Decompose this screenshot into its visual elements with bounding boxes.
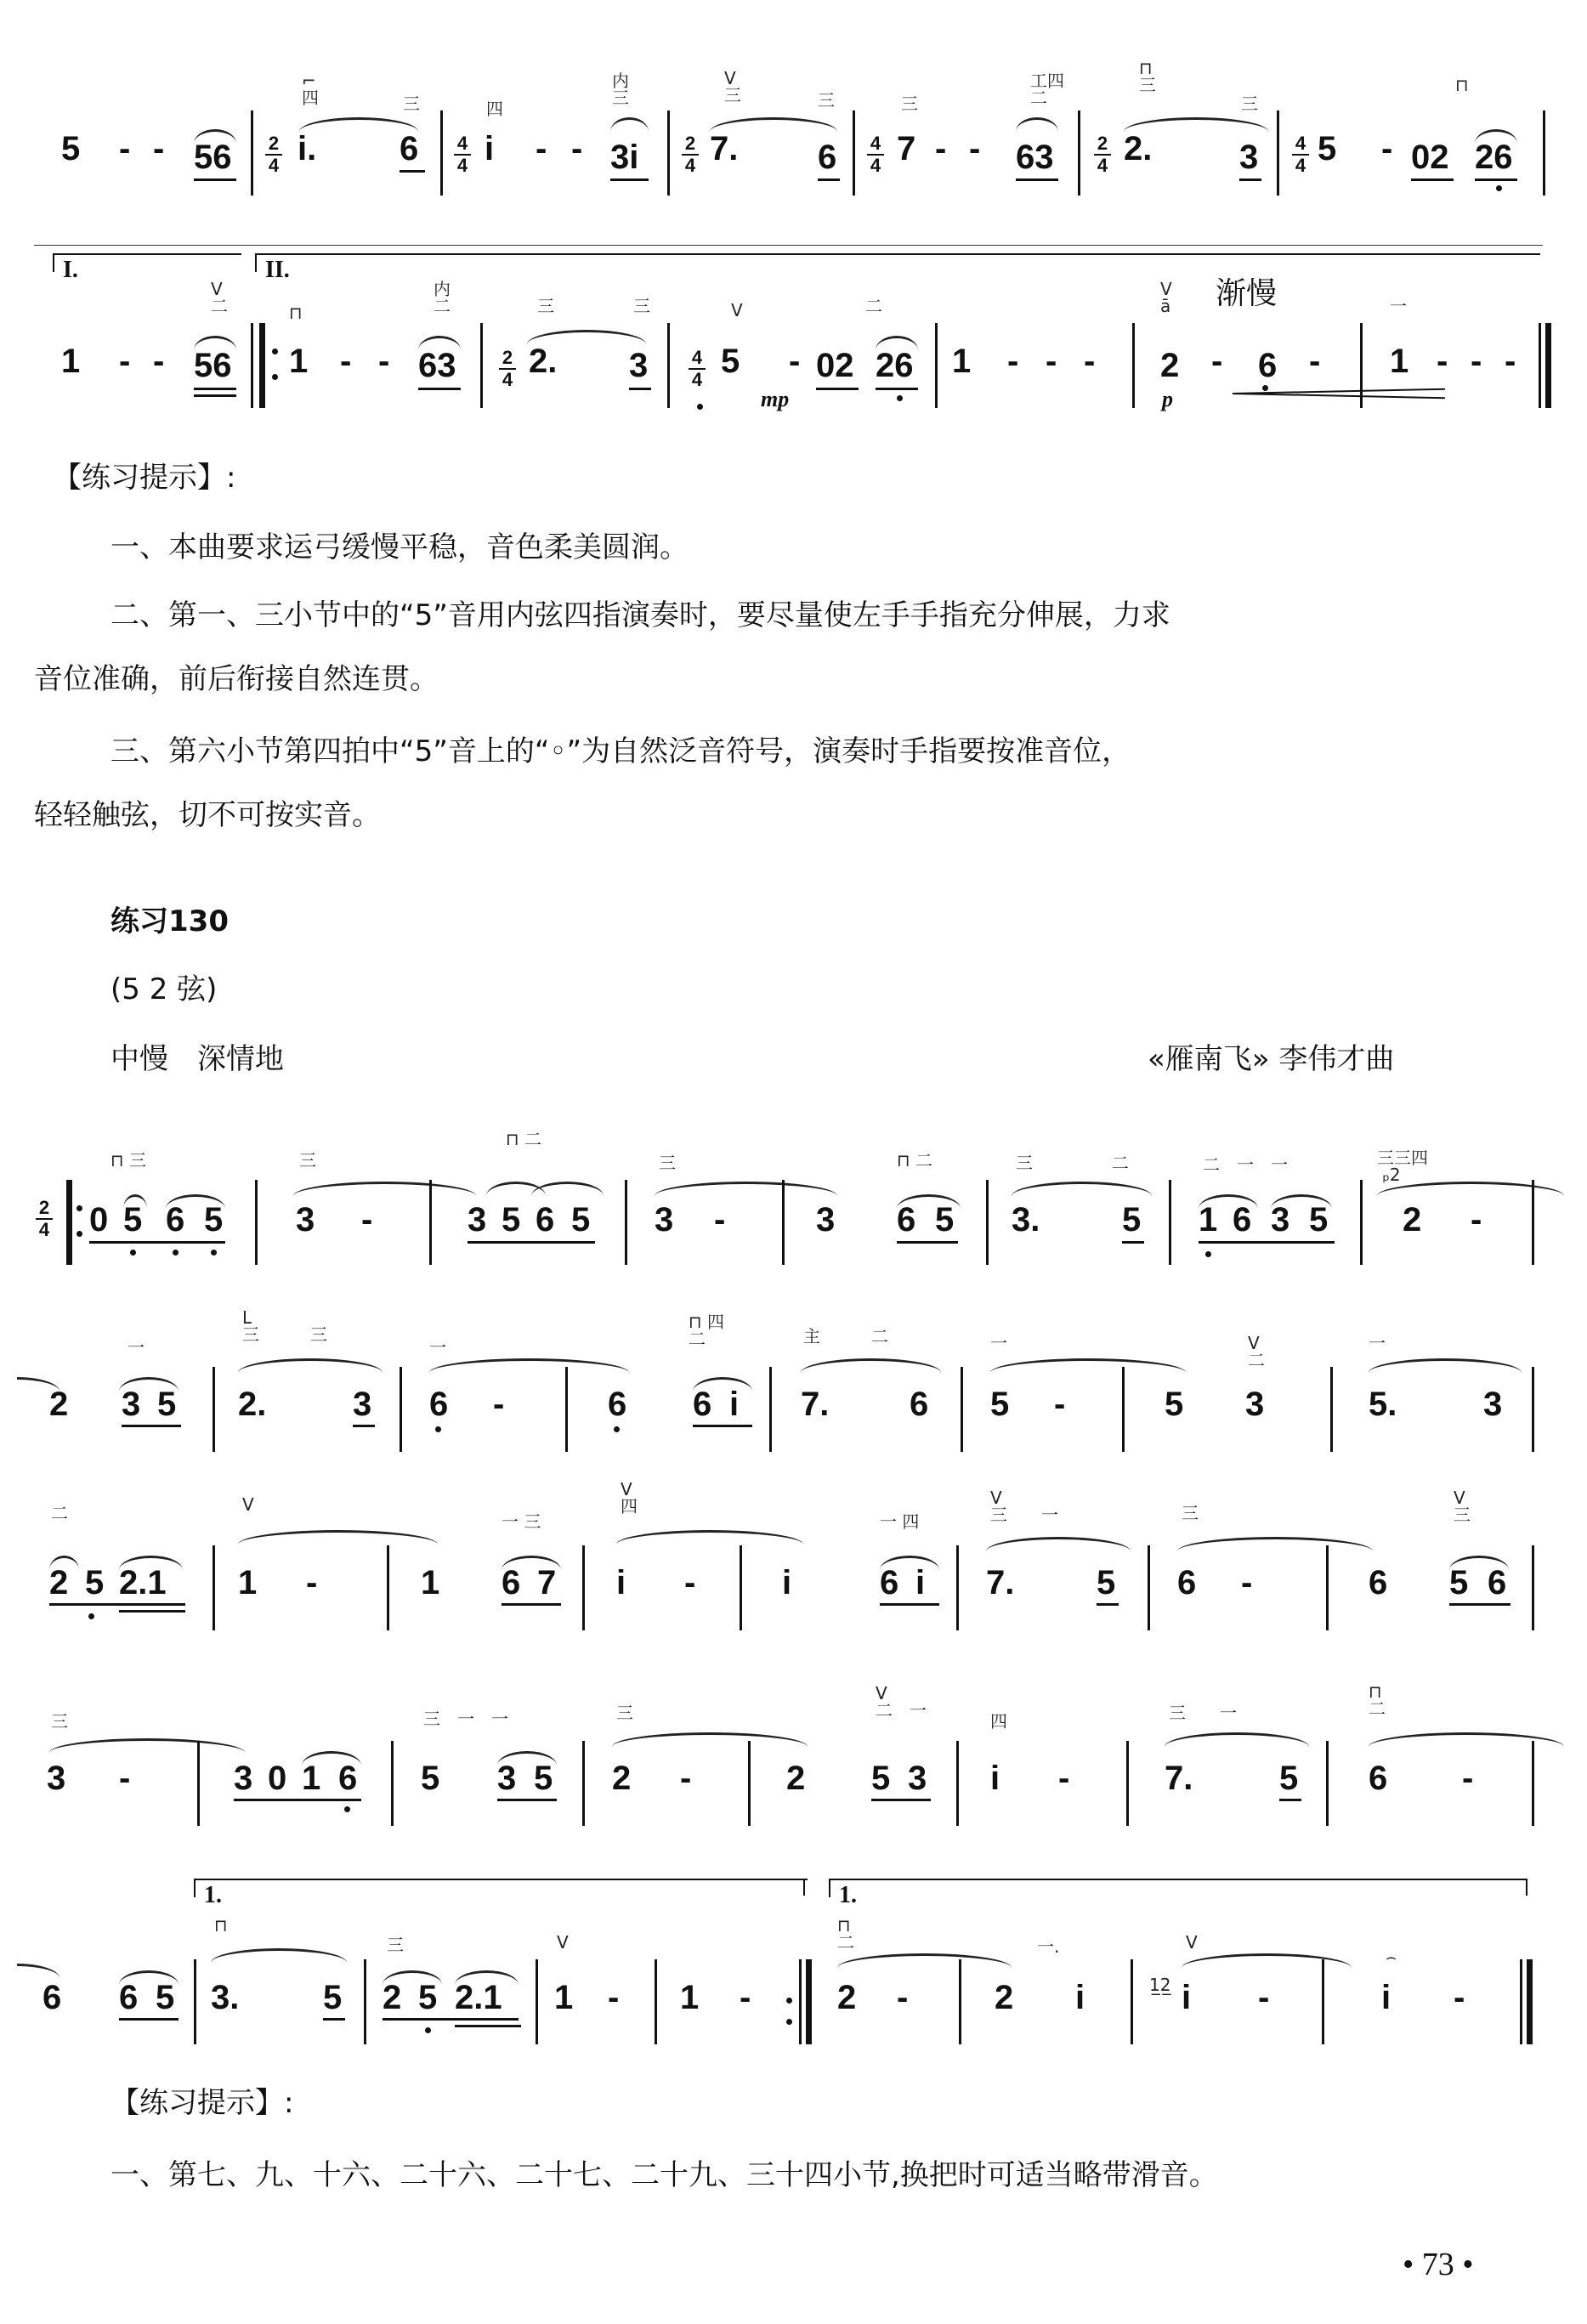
page-number: • 73 • [1403,2247,1474,2282]
note: 6 [880,1564,899,1601]
note: - [1471,1201,1482,1239]
note: 1 [1390,343,1409,380]
time-signature: 2 4 [1092,134,1113,175]
note: - [1211,343,1223,380]
note: 3 [468,1201,487,1239]
tempo-marking: 渐慢 [1216,276,1278,311]
score-row-1: 5 - - 56 2 4 ⌐ 四 i. 三 6 4 4 四 i - - 内 三 3i 2 4 V 三 7. 三 6 4 4 三 7 - - 工四 二 63 2 4 ⊓ 三 2. 三 3 4 4 5 - 02 ⊓ 26 [0,34,1587,187]
note: - [1241,1564,1253,1601]
note: 6 [1369,1760,1388,1797]
note: 3. [1012,1201,1040,1239]
note: 5 [1309,1201,1329,1239]
note: 26 [1475,139,1513,176]
note: 5 [502,1201,521,1239]
note: - [969,130,981,167]
note: 7. [1165,1760,1193,1797]
note: i [915,1564,926,1601]
note: - [1084,343,1096,380]
note: 6 [429,1386,449,1423]
note: 6 [338,1760,358,1797]
note: - [378,343,390,380]
note: - [680,1760,692,1797]
hint-item-2: 二、第一、三小节中的“5”音用内弦四指演奏时，要尽量使左手手指充分伸展，力求 [111,598,1170,632]
note: 2. [1124,130,1153,167]
note: 3 [908,1760,927,1797]
note: 7 [897,130,916,167]
note: i [1381,1979,1391,2016]
note: 5 [990,1386,1010,1423]
note: - [714,1201,726,1239]
note: 0 [89,1201,109,1239]
hint-item-3: 三、第六小节第四拍中“5”音上的“◦”为自然泛音符号，演奏时手指要按准音位， [111,734,1131,768]
score-row-4: 2 一 3 5 L 三 三 2. 3 一 6 - 6 ⊓ 四 二 6 i 主 二 7. 6 一 5 - 5 V 二 3 一 5. 3 [0,1292,1587,1445]
volta-2: II. [255,253,1540,272]
hint-item-bottom: 一、第七、九、十六、二十六、二十七、二十九、三十四小节,换把时可适当略带滑音。 [111,2158,1218,2192]
note: 3 [1271,1201,1290,1239]
note: 5 [1165,1386,1184,1423]
note: i. [298,130,317,167]
note: 2 [995,1979,1014,2016]
volta-2: 1. [829,1879,1527,1897]
note: 2. [238,1386,267,1423]
note: 6 [43,1979,62,2016]
note: 7 [537,1564,557,1601]
hints-title: 【练习提示】: [53,461,236,495]
note: 56 [194,139,232,176]
note: 1 [680,1979,700,2016]
note: 5 [1449,1564,1469,1601]
note: 6 [119,1979,139,2016]
note: 6 [1369,1564,1388,1601]
note: 6 [166,1201,185,1239]
note: 2 [1403,1201,1422,1239]
exercise-strings: (5 2 弦) [111,972,218,1006]
note: 7. [710,130,739,167]
note: 5 [935,1201,955,1239]
note: i [990,1760,1000,1797]
time-signature: 4 4 [865,134,886,175]
note: 3 [816,1201,836,1239]
note: 5 [1279,1760,1299,1797]
note: 3 [1245,1386,1265,1423]
note: 7. [986,1564,1015,1601]
note: - [1462,1760,1474,1797]
note: 6 [693,1386,712,1423]
hint-item-1: 一、本曲要求运弓缓慢平稳，音色柔美圆润。 [111,530,689,564]
note: 2 [49,1564,69,1601]
note: - [571,130,583,167]
note: 5 [1122,1201,1142,1239]
note: 5 [85,1564,105,1601]
note: 5 [123,1201,143,1239]
note: 3. [211,1979,240,2016]
note: 3 [629,347,649,384]
note: - [119,343,131,380]
note: 2 [837,1979,857,2016]
note: 7. [801,1386,830,1423]
exercise-title: 练习130 [111,904,229,938]
note: 2 [1160,347,1180,384]
note: - [1454,1979,1465,2016]
note: i [616,1564,626,1601]
note: 63 [1016,139,1054,176]
time-signature: 4 4 [687,349,707,389]
note: 3 [1239,139,1259,176]
time-signature: 2 4 [497,349,518,389]
note: 6 [910,1386,929,1423]
note: - [153,130,165,167]
note: - [1007,343,1019,380]
dynamic-mp: mp [761,387,790,411]
note: i [1075,1979,1085,2016]
note: i [1182,1979,1192,2016]
note: 6 [897,1201,916,1239]
note: i [485,130,495,167]
note: - [306,1564,318,1601]
volta-1: I. [53,253,241,272]
score-row-7: 1. 1. 6 6 5 ⊓ 3. 5 三 2 5 2.1 V 1 - 1 - ⊓ 二 2 - 2 一. i V 1̲2̲ i - ⌢ i - [0,1853,1587,2040]
score-row-6: 三 3 - 3 0 1 6 三 一 一 5 3 5 三 2 - 2 V 二 一 5 3 四 i - 三 一 7. 5 ⊓ 二 6 - [0,1666,1587,1819]
exercise-tempo: 中慢 深情地 [111,1042,284,1076]
note: 5. [1369,1386,1397,1423]
time-signature: 4 4 [452,134,473,175]
note: 2. [529,343,558,380]
note: - [153,343,165,380]
note: 0 [268,1760,287,1797]
note: 2 [49,1386,69,1423]
note: 3 [353,1386,372,1423]
note: 5 [204,1201,224,1239]
note: 1 [61,343,81,380]
score-row-5: 二 2 5 2.1 V 1 - 1 一 三 6 7 V 四 i - i 一 四 6 i V 三 一 7. 5 三 6 - 6 V 三 5 6 [0,1471,1587,1624]
note: 3 [497,1760,517,1797]
note: 6 [608,1386,627,1423]
note: - [1471,343,1482,380]
note: 5 [871,1760,891,1797]
note: 1 [1199,1201,1218,1239]
note: - [1058,1760,1070,1797]
note: 5 [571,1201,591,1239]
note: 3 [1483,1386,1503,1423]
note: 5 [157,1386,177,1423]
note: 2.1 [119,1564,167,1601]
note: - [1437,343,1448,380]
note: 5 [534,1760,553,1797]
note: - [1381,130,1393,167]
note: - [119,130,131,167]
note: 6 [1488,1564,1507,1601]
note: 2 [612,1760,632,1797]
note: - [1309,343,1321,380]
note: 1 [952,343,972,380]
note: 26 [876,347,914,384]
hint-item-2-cont: 音位准确，前后衔接自然连贯。 [34,662,439,696]
note: 5 [721,343,740,380]
note: 02 [816,347,854,384]
note: 63 [418,347,456,384]
note: - [897,1979,909,2016]
note: 2 [383,1979,402,2016]
hints-title-2: 【练习提示】: [111,2086,294,2120]
note: 1 [554,1979,574,2016]
note: 02 [1411,139,1449,176]
note: 5 [1097,1564,1116,1601]
note: - [493,1386,505,1423]
exercise-source: «雁南飞» 李伟才曲 [1148,1042,1395,1076]
note: 3 [234,1760,253,1797]
note: 3 [296,1201,315,1239]
note: 3i [610,139,639,176]
note: - [740,1979,751,2016]
note: 3 [655,1201,674,1239]
note: - [1505,343,1516,380]
note: 5 [421,1760,440,1797]
note: 5 [418,1979,438,2016]
note: 2.1 [455,1979,502,2016]
note: 6 [1258,347,1278,384]
note: 6 [502,1564,521,1601]
note: i [729,1386,740,1423]
note: 6 [536,1201,555,1239]
hint-item-3-cont: 轻轻触弦，切不可按实音。 [34,798,381,832]
note: - [1054,1386,1066,1423]
time-signature: 2 4 [680,134,700,175]
note: 5 [61,130,81,167]
time-signature: 4 4 [1290,134,1311,175]
note: 1 [302,1760,321,1797]
score-row-3: 2 4 ⊓ 三 0 5 6 5 三 3 - ⊓ 二 3 5 6 5 三 3 - 3 ⊓ 二 6 5 三 二 3. 5 二 一 一 1 6 3 5 三三四 ₚ2 2 - [0,1105,1587,1258]
note: 3 [47,1760,66,1797]
volta-1: 1. [194,1879,808,1897]
note: 1 [289,343,309,380]
note: - [684,1564,696,1601]
note: - [340,343,352,380]
dynamic-p: p [1162,387,1173,411]
note: - [935,130,947,167]
note: - [608,1979,620,2016]
time-signature: 2 4 [34,1199,54,1239]
note: 1 [238,1564,258,1601]
note: - [119,1760,131,1797]
note: 56 [194,347,232,384]
note: - [536,130,547,167]
note: - [361,1201,373,1239]
note: - [1258,1979,1270,2016]
note: 6 [1233,1201,1252,1239]
note: - [1046,343,1057,380]
note: - [789,343,801,380]
note: 6 [818,139,837,176]
note: 5 [156,1979,175,2016]
note: 5 [323,1979,343,2016]
note: 2 [786,1760,806,1797]
time-signature: 2 4 [264,134,284,175]
note: 5 [1318,130,1337,167]
note: 6 [1177,1564,1197,1601]
note: 6 [400,130,419,167]
note: 1 [421,1564,440,1601]
score-row-2: I. II. 1 - - V 二 56 ⊓ 1 - - 内 二 63 2 4 三 2. 三 3 4 4 V 5 mp - 02 二 26 1 - - - V ā 渐慢 2 p - 6 - 一 1 - - - [0,230,1587,425]
note: 3 [122,1386,141,1423]
note: i [782,1564,792,1601]
